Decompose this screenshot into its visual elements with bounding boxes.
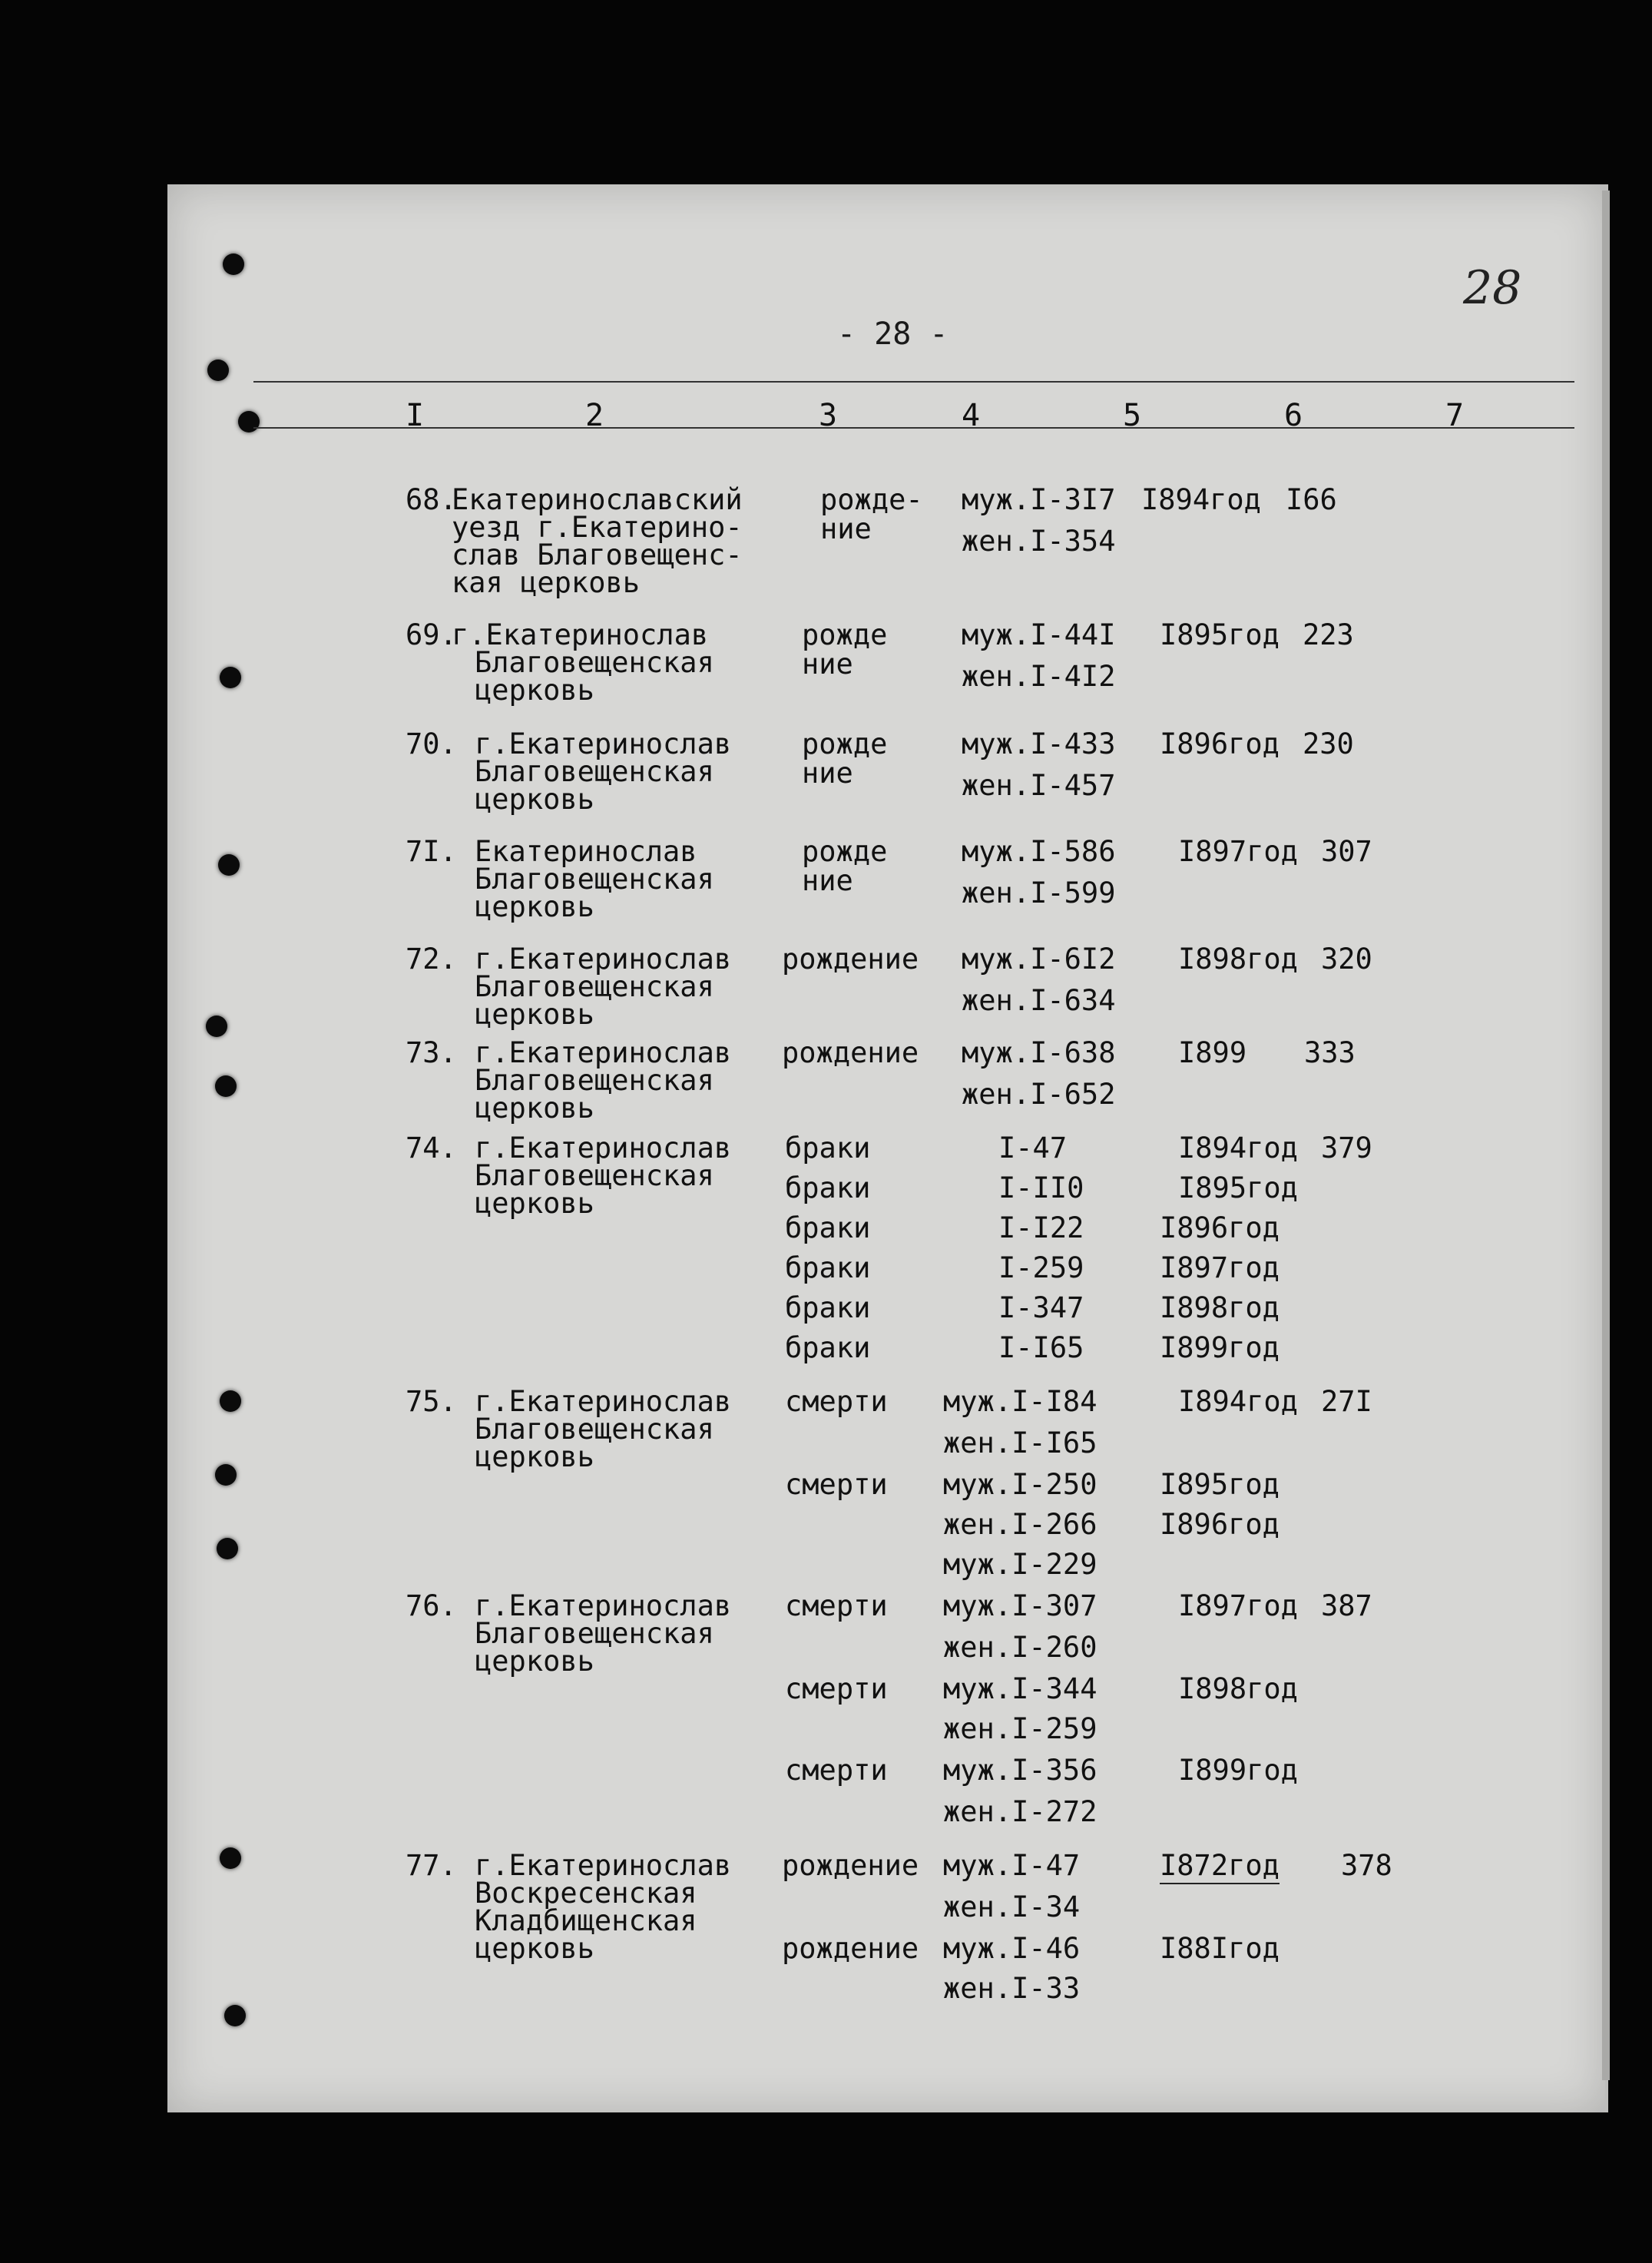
punch-hole (215, 1075, 237, 1097)
record-type: браки (785, 1171, 871, 1204)
entry-place-line: церковь (475, 1932, 594, 1965)
entry-place-line: Кладбищенская (475, 1904, 697, 1937)
entry-number: 75. (406, 1385, 457, 1418)
entry-place-line: Благовещенская (475, 1413, 714, 1446)
column-number-4: 4 (962, 398, 981, 433)
record-count: жен.I-4I2 (962, 660, 1116, 693)
record-count: I-347 (998, 1291, 1084, 1324)
record-year: I896год (1160, 727, 1280, 760)
record-count: муж.I-344 (943, 1672, 1097, 1705)
record-count: жен.I-652 (962, 1078, 1116, 1111)
entry-place-line: церковь (475, 1440, 594, 1473)
record-year: I896год (1160, 1508, 1280, 1541)
record-count: I-47 (998, 1132, 1068, 1165)
record-type: рождение (782, 1036, 919, 1069)
entry-place-line: церковь (475, 890, 594, 923)
record-year: I899 (1178, 1036, 1247, 1069)
record-number: 223 (1303, 618, 1354, 651)
record-year: I899год (1178, 1754, 1298, 1787)
entry-place-line: г.Екатеринослав (475, 1589, 732, 1622)
record-number: 333 (1304, 1036, 1356, 1069)
record-count: жен.I-266 (943, 1508, 1097, 1541)
record-year: I872год (1160, 1851, 1280, 1884)
entry-number: 7I. (406, 835, 457, 868)
record-count: муж.I-3I7 (962, 483, 1116, 516)
entry-place-line: Благовещенская (475, 755, 714, 788)
entry-place-line: Воскресенская (475, 1877, 697, 1910)
entry-place-line: Екатеринослав (475, 835, 697, 868)
entry-place-line: кая церковь (452, 566, 641, 599)
entry-place-line: церковь (475, 1092, 594, 1125)
record-number: 307 (1321, 835, 1372, 868)
punch-hole (238, 411, 260, 432)
entry-place-line: церковь (475, 1187, 594, 1220)
entry-place-line: церковь (475, 674, 594, 707)
record-year: I897год (1160, 1251, 1280, 1284)
record-type: браки (785, 1211, 871, 1244)
record-count: жен.I-272 (943, 1795, 1097, 1828)
punch-hole (224, 2005, 246, 2026)
record-year: I897год (1178, 1589, 1298, 1622)
entry-number: 70. (406, 727, 457, 760)
record-type: рождение (782, 1932, 919, 1965)
record-type: рожде ние (802, 727, 888, 790)
record-count: муж.I-229 (943, 1548, 1097, 1581)
record-year: I896год (1160, 1211, 1280, 1244)
record-count: муж.I-638 (962, 1036, 1116, 1069)
column-number-1: I (406, 398, 425, 433)
entry-place-line: г.Екатеринослав (475, 943, 732, 976)
entry-place-line: г.Екатеринослав (452, 618, 709, 651)
record-count: жен.I-457 (962, 769, 1116, 802)
record-type: браки (785, 1132, 871, 1165)
record-type: рожде ние (802, 618, 888, 681)
record-type: смерти (785, 1385, 888, 1418)
record-number: I66 (1286, 483, 1337, 516)
entry-place-line: Благовещенская (475, 1617, 714, 1650)
record-type: браки (785, 1331, 871, 1364)
entry-number: 72. (406, 943, 457, 976)
entry-place-line: г.Екатеринослав (475, 1385, 732, 1418)
record-count: муж.I-6I2 (962, 943, 1116, 976)
punch-hole (220, 667, 241, 688)
record-year: I895год (1160, 618, 1280, 651)
record-count: муж.I-I84 (943, 1385, 1097, 1418)
entry-place-line: Благовещенская (475, 970, 714, 1003)
entry-number: 76. (406, 1589, 457, 1622)
record-count: жен.I-599 (962, 876, 1116, 910)
punch-hole (215, 1464, 237, 1486)
entry-place-line: Благовещенская (475, 1159, 714, 1192)
record-count: жен.I-I65 (943, 1426, 1097, 1460)
record-type: браки (785, 1251, 871, 1284)
entry-place-line: уезд г.Екатерино- (452, 511, 743, 544)
record-number: 230 (1303, 727, 1354, 760)
entry-place-line: церковь (475, 998, 594, 1031)
column-number-2: 2 (585, 398, 604, 433)
record-year: I895год (1160, 1468, 1280, 1501)
record-type: смерти (785, 1672, 888, 1705)
record-number: 320 (1321, 943, 1372, 976)
record-type: смерти (785, 1589, 888, 1622)
page-edge (1602, 191, 1610, 2080)
record-year: I898год (1178, 1672, 1298, 1705)
entry-place-line: Екатеринославский (452, 483, 743, 516)
record-count: I-259 (998, 1251, 1084, 1284)
punch-hole (217, 1538, 238, 1559)
record-count: жен.I-260 (943, 1631, 1097, 1664)
record-year: I894год (1178, 1385, 1298, 1418)
record-count: жен.I-33 (943, 1972, 1081, 2005)
record-year: I894год (1178, 1132, 1298, 1165)
handwritten-folio-number: 28 (1463, 261, 1522, 315)
entry-place-line: слав Благовещенс- (452, 538, 743, 572)
column-number-5: 5 (1123, 398, 1142, 433)
header-rule-bottom (253, 427, 1574, 429)
entry-number: 77. (406, 1849, 457, 1882)
record-year: I897год (1178, 835, 1298, 868)
record-number: 378 (1341, 1849, 1392, 1882)
record-type: рождение (782, 943, 919, 976)
entry-place-line: церковь (475, 1645, 594, 1678)
record-number: 387 (1321, 1589, 1372, 1622)
page-number: - 28 - (837, 316, 948, 352)
entry-place-line: г.Екатеринослав (475, 1036, 732, 1069)
record-year: I899год (1160, 1331, 1280, 1364)
record-count: I-II0 (998, 1171, 1084, 1204)
record-number: 27I (1321, 1385, 1372, 1418)
record-count: муж.I-433 (962, 727, 1116, 760)
header-rule-top (253, 381, 1574, 383)
punch-hole (223, 253, 244, 275)
entry-number: 69. (406, 618, 457, 651)
entry-place-line: Благовещенская (475, 646, 714, 679)
punch-hole (207, 359, 229, 381)
document-page (167, 184, 1608, 2112)
record-count: I-I22 (998, 1211, 1084, 1244)
punch-hole (220, 1847, 241, 1869)
entry-place-line: г.Екатеринослав (475, 1849, 732, 1882)
record-number: 379 (1321, 1132, 1372, 1165)
record-count: муж.I-44I (962, 618, 1116, 651)
record-count: жен.I-354 (962, 525, 1116, 558)
record-count: муж.I-586 (962, 835, 1116, 868)
record-count: муж.I-250 (943, 1468, 1097, 1501)
column-number-7: 7 (1445, 398, 1465, 433)
record-count: I-I65 (998, 1331, 1084, 1364)
entry-place-line: г.Екатеринослав (475, 727, 732, 760)
record-year: I898год (1160, 1291, 1280, 1324)
entry-place-line: Благовещенская (475, 1064, 714, 1097)
record-year: I895год (1178, 1171, 1298, 1204)
column-number-6: 6 (1284, 398, 1303, 433)
entry-number: 68. (406, 483, 457, 516)
entry-place-line: церковь (475, 783, 594, 816)
record-type: рождение (782, 1849, 919, 1882)
record-count: жен.I-634 (962, 984, 1116, 1017)
record-type: рожде- ние (820, 483, 923, 545)
record-type: смерти (785, 1754, 888, 1787)
entry-place-line: г.Екатеринослав (475, 1132, 732, 1165)
record-count: жен.I-34 (943, 1890, 1081, 1923)
punch-hole (220, 1390, 241, 1412)
record-year: I88Iгод (1160, 1932, 1280, 1965)
punch-hole (218, 854, 240, 876)
punch-hole (206, 1016, 227, 1037)
record-count: муж.I-356 (943, 1754, 1097, 1787)
entry-place-line: Благовещенская (475, 863, 714, 896)
record-type: смерти (785, 1468, 888, 1501)
record-count: муж.I-47 (943, 1849, 1081, 1882)
entry-number: 73. (406, 1036, 457, 1069)
record-type: рожде ние (802, 835, 888, 897)
record-year: I894год (1141, 483, 1261, 516)
entry-number: 74. (406, 1132, 457, 1165)
record-count: жен.I-259 (943, 1712, 1097, 1745)
record-year: I898год (1178, 943, 1298, 976)
column-number-3: 3 (819, 398, 838, 433)
record-type: браки (785, 1291, 871, 1324)
record-count: муж.I-46 (943, 1932, 1081, 1965)
record-count: муж.I-307 (943, 1589, 1097, 1622)
